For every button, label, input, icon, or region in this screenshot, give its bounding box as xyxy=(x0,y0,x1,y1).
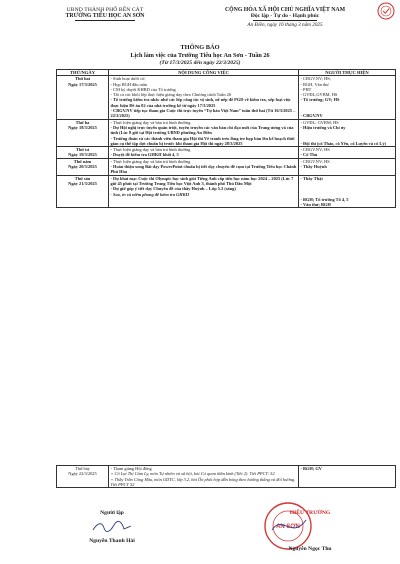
schedule-table xyxy=(56,69,396,208)
table-row xyxy=(57,175,396,208)
document-date: An Điền, ngày 16 tháng 3 năm 2025 xyxy=(247,22,323,28)
work-item: - Hoàn thiện xong Bài dạy PowerPoint chuẩn bị tiết dạy chuyên đề cụm tại Trường Tiểu học Chánh Phú Hòa xyxy=(110,164,297,175)
national-motto: Độc lập - Tự do - Hạnh phúc xyxy=(250,13,320,19)
work-cell xyxy=(109,158,299,175)
weekday: Thứ tư xyxy=(75,147,90,153)
principal-signature-block xyxy=(255,510,365,552)
responsible-item: - GVĐL; GVBM; HS xyxy=(300,119,339,125)
principal-name: Nguyễn Ngọc Thu xyxy=(288,546,332,552)
work-item: - Dự Hội nghị trực tuyến quán triệt, tuyên truyền các văn bản chỉ đạo mới của Trung ương và của tỉnh (Lúc 8 giờ tại Hội trường UBND phường An Điền xyxy=(110,124,294,136)
date: Ngày 21/3/2025 xyxy=(68,180,97,186)
day-cell xyxy=(57,175,109,208)
responsible-item: - BGH, Văn thư xyxy=(300,81,329,87)
authority-name: UBND THÀNH PHỐ BẾN CÁT xyxy=(66,7,144,13)
work-item: - Tham giảng Hội đồng xyxy=(110,466,152,471)
work-item: - Sao, in và niêm phong đề kiểm tra GHKII xyxy=(110,191,190,197)
responsible-item: - Hiệu trưởng và Chi ủy xyxy=(300,124,346,130)
table-row xyxy=(57,158,396,175)
responsible-item: - Tổ trưởng; GV; HS xyxy=(300,97,340,103)
responsible-item: - CBGV.NV; HS; xyxy=(300,76,331,82)
work-cell xyxy=(109,76,299,119)
day-cell xyxy=(57,147,109,159)
table-row xyxy=(57,119,396,146)
day-cell xyxy=(57,119,109,146)
preparer-name: Nguyễn Thanh Hải xyxy=(89,538,135,544)
responsible-cell xyxy=(299,76,396,119)
preparer-signature-block xyxy=(72,510,152,544)
work-item: - Sinh hoạt dưới cờ; xyxy=(110,76,146,82)
handwritten-signature-icon xyxy=(90,520,134,534)
responsible-item: - BGH; Tổ trưởng Tổ 4, 5 xyxy=(300,196,349,202)
responsible-item: - Văn thư; BGH xyxy=(300,202,331,208)
work-item: - Thực hiện giảng dạy và bán trú bình thường. xyxy=(110,119,192,125)
preparer-label: Người lập xyxy=(100,510,124,516)
work-item: - Duyệt đề kiểm tra GHKII khối 4, 5 xyxy=(110,152,179,158)
responsible-item: - CBGV.NV; HS xyxy=(300,158,330,164)
header-right xyxy=(200,7,370,28)
weekday: Thứ năm xyxy=(73,158,92,164)
work-cell xyxy=(109,175,299,208)
work-item: - Dự giờ góp ý tiết dạy Chuyên đề của thầy Huỳnh – Lớp 5.2 (sáng) xyxy=(110,186,236,192)
day-cell xyxy=(57,158,109,175)
work-item: - CBGV.NV tiếp tục tham gia Cuộc thi trực tuyến “Tự hào Việt Nam” tuần thứ hai (Từ 16/3/2025 – 22/3/2025) xyxy=(110,108,296,119)
responsible-item: - GVĐL,GVBM, HS xyxy=(300,92,338,98)
work-item: - Thực hiện giảng dạy và bán trú bình thường xyxy=(110,158,191,164)
header-responsible: NGƯỜI THỰC HIỆN xyxy=(299,70,396,76)
blank-area xyxy=(56,384,383,457)
table-row xyxy=(57,76,396,119)
table-row xyxy=(57,466,396,488)
work-item: - Thực hiện giảng dạy và bán trú bình thường xyxy=(110,147,191,153)
work-item: - Dự khai mạc Cuộc thi Olympic học sinh giỏi Tiếng Anh cấp tiểu học năm học 2024 – 2025 (Lúc 7 giờ 45 phút tại Trường Trung Tiểu học Việt Anh 3, thành phố Thủ Dầu Một xyxy=(110,175,294,186)
weekday: Thứ ba xyxy=(75,119,90,125)
header-right-rule xyxy=(253,20,317,21)
date: Ngày 19/3/2025 xyxy=(68,152,97,158)
work-cell xyxy=(109,147,299,159)
work-item: + Cô Lại Thị Cẩm Ly, môn Tự nhiên và xã hội, bài Cơ quan thần kinh (Tiết 2). Tiết PPCT: 52 xyxy=(110,471,275,477)
responsible-item: - CBGV.NV; HS xyxy=(300,147,330,153)
table-row xyxy=(57,147,396,159)
principal-label: HIỆU TRƯỞNG xyxy=(289,510,331,516)
notice-title: THÔNG BÁO xyxy=(180,44,220,51)
date: Ngày 17/3/2025 xyxy=(68,81,97,87)
work-item: + Thầy Trần Công Hậu, môn GDTC, lớp 3.2, bài Ôn phối hợp dẫn bóng theo hướng thẳng và đổi hướng. Tiết PPCT 52 xyxy=(110,476,296,487)
responsible-item: - Cô Thu xyxy=(300,152,318,158)
saturday-table xyxy=(56,465,396,488)
responsible-item: - Thầy Thật xyxy=(300,175,323,181)
header-work: NỘI DUNG CÔNG VIỆC xyxy=(109,70,299,76)
date: Ngày 18/3/2025 xyxy=(68,124,97,130)
header-left-rule xyxy=(75,20,135,21)
seal-text: AN SƠN xyxy=(276,524,300,530)
responsible-item: - PHT xyxy=(300,86,312,92)
weekday: Thứ bảy xyxy=(75,466,90,471)
day-cell xyxy=(57,76,109,119)
responsible-cell xyxy=(299,158,396,175)
responsible-cell xyxy=(299,119,396,146)
date: Ngày 22/3/2025 xyxy=(68,471,97,477)
responsible-cell xyxy=(299,175,396,208)
work-item: - Tổ trưởng kiểm tra nhắc nhở các lớp công tác vệ sinh, nề nếp để PGD về kiểm tra, xếp loại việc thực hiện Đề án 02 của nhà trường kể từ ngày 17/3/2025 xyxy=(110,97,291,108)
signature-seal-icon xyxy=(376,1,396,21)
responsible-item: - CBGV.NV xyxy=(300,113,323,119)
work-cell xyxy=(109,119,299,146)
notice-date-range: (Từ 17/3/2025 đến ngày 22/3/2025) xyxy=(159,60,241,66)
date: Ngày 20/3/2025 xyxy=(68,164,97,170)
responsible-cell xyxy=(299,466,396,488)
school-name: TRƯỜNG TIỂU HỌC AN SƠN xyxy=(65,13,145,19)
weekday: Thứ sáu xyxy=(74,175,91,181)
work-item: - Họp BGH đầu tuần xyxy=(110,81,148,87)
work-item: - CM ký duyệt KHBD của Tổ trưởng xyxy=(110,86,176,92)
national-title: CỘNG HÒA XÃ HỘI CHỦ NGHĨA VIỆT NAM xyxy=(224,7,346,13)
responsible-item: - Đội thi (cô Thảo, cô Yến, cô Luyến và cô Lý) xyxy=(300,140,386,146)
work-cell xyxy=(109,466,299,488)
work-item: - Tất cả các khối lớp thực hiện giảng dạy theo Chương trình Tuần 26 xyxy=(110,92,232,98)
day-cell xyxy=(57,466,109,488)
work-item: - Trường đoàn và các thành viên tham gia Hội thi Vẽ tranh trẻo lồng tre họp bàn lên kế hoạch thời gian cụ thể tập dợt chuẩn bị trước khi tham gia Hội thi ngày 28/3/2025 xyxy=(110,135,295,146)
weekday: Thứ hai xyxy=(75,76,90,82)
responsible-item: - Thầy Huỳnh xyxy=(300,164,327,170)
header-left xyxy=(30,7,180,21)
header-day: THỨ/NGÀY xyxy=(57,70,109,76)
notice-subtitle: Lịch làm việc của Trường Tiểu học An Sơn - Tuần 26 xyxy=(130,52,270,59)
responsible-item: - BGH; GV xyxy=(300,466,322,471)
responsible-cell xyxy=(299,147,396,159)
